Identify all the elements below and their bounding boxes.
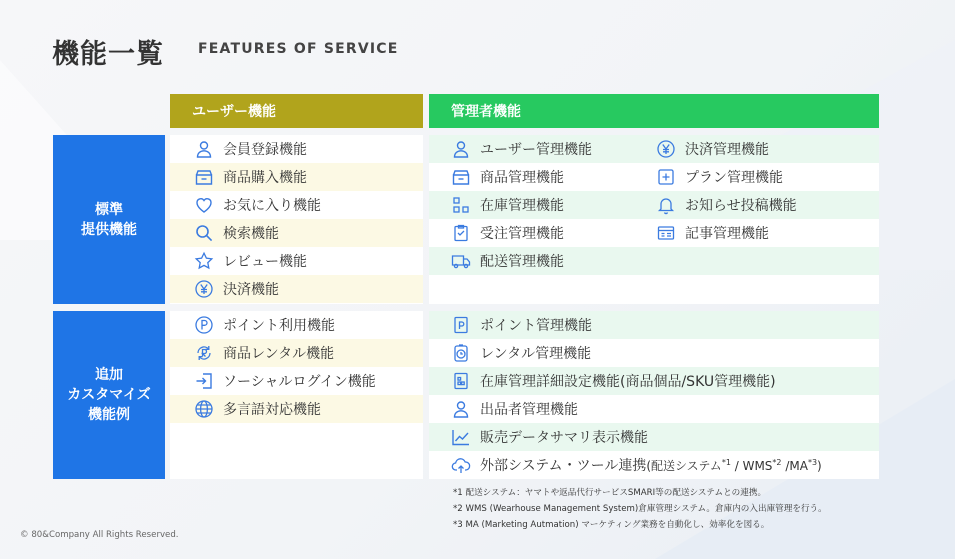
feature-item [656,191,797,219]
feature-label: 受注管理機能 [480,226,564,242]
feature-label: 記事管理機能 [685,226,769,242]
feature-item [194,311,335,339]
feature-item [194,163,307,191]
feature-item [451,163,564,191]
feature-item [451,219,564,247]
heart-icon [194,195,214,215]
feature-label: 多言語対応機能 [223,402,321,418]
person-icon [451,399,471,419]
globe-icon [194,399,214,419]
feature-item [194,367,376,395]
feature-item [194,339,334,367]
feature-label: プラン管理機能 [685,170,783,186]
page-subtitle: FEATURES OF SERVICE [198,41,399,57]
article-icon [656,223,676,243]
footnote: *1 配送システム：ヤマトや返品代行サービスSMARI等の配送システムとの連携。 [453,488,767,498]
rental-icon [194,343,214,363]
feature-item [194,247,307,275]
feature-label: レンタル管理機能 [480,346,592,362]
feature-label: 商品購入機能 [223,170,307,186]
truck-icon [451,251,471,271]
feature-label: ポイント利用機能 [223,318,335,334]
feature-item [194,219,279,247]
footnote: *3 MA (Marketing Autmation) マーケティング業務を自動化し、効率化を図る。 [453,520,770,530]
footnotes [453,485,827,533]
feature-item [194,395,321,423]
row-header-line: 標準 [95,201,123,218]
feature-item [451,191,564,219]
feature-label: 商品管理機能 [480,170,564,186]
page-title: 機能一覧 [52,39,164,70]
rental-clock-icon [451,343,471,363]
row-header-line: カスタマイズ [67,387,151,403]
login-icon [194,371,214,391]
feature-item [451,451,822,479]
yen-icon [194,279,214,299]
search-icon [194,223,214,243]
user-features-header: ユーザー機能 [170,94,423,128]
inventory-icon [451,195,471,215]
admin-features-header: 管理者機能 [429,94,879,128]
yen-icon [656,139,676,159]
custom-features-row-header [53,311,165,479]
chart-icon [451,427,471,447]
feature-item [451,339,591,367]
row-header-line: 追加 [95,367,123,383]
feature-label: お知らせ投稿機能 [685,198,797,214]
feature-label: ポイント管理機能 [480,318,592,334]
feature-label: 配送管理機能 [480,254,564,270]
feature-item [194,135,307,163]
feature-label: 在庫管理詳細設定機能(商品個品/SKU管理機能) [480,374,776,390]
row-header-line: 機能例 [88,407,130,423]
feature-item [194,191,321,219]
person-icon [451,139,471,159]
cloud-upload-icon [451,455,471,475]
copyright: © 80&Company All Rights Reserved. [20,530,179,540]
inventory-detail-icon [451,371,471,391]
standard-features-row-header [53,135,165,304]
feature-label: お気に入り機能 [223,198,321,214]
shop-icon [194,167,214,187]
feature-label: ユーザー管理機能 [480,142,592,158]
feature-label: 販売データサマリ表示機能 [480,430,648,446]
star-icon [194,251,214,271]
feature-note: (配送システム$^{*1}$ / WMS$^{*2}$ /MA$^{*3}$) [646,457,822,473]
plan-icon [656,167,676,187]
feature-label: 外部システム・ツール連携 [480,458,647,474]
feature-label: レビュー機能 [223,254,307,270]
bell-icon [656,195,676,215]
feature-item [451,311,592,339]
feature-label: 決済管理機能 [685,142,769,158]
user-standard-panel [170,135,423,304]
feature-item [656,163,783,191]
row-header-line: 提供機能 [81,221,137,238]
feature-label: 会員登録機能 [223,142,307,158]
feature-item [451,247,564,275]
admin-additional-panel [429,311,879,479]
point-icon [194,315,214,335]
person-icon [194,139,214,159]
feature-item [451,423,648,451]
feature-item [451,395,578,423]
footnote: *2 WMS (Wearhouse Management System)倉庫管理システム。倉庫内の入出庫管理を行う。 [453,504,827,514]
feature-item [656,135,769,163]
shop-icon [451,167,471,187]
feature-label: 在庫管理機能 [480,198,564,214]
feature-item [451,135,592,163]
clipboard-icon [451,223,471,243]
feature-item [451,367,776,395]
feature-label: 出品者管理機能 [480,402,578,418]
point-card-icon [451,315,471,335]
feature-label: 商品レンタル機能 [223,346,335,362]
feature-item [194,275,279,303]
user-additional-panel [170,311,423,479]
feature-label: 検索機能 [223,226,279,242]
admin-standard-panel [429,135,879,304]
feature-label: ソーシャルログイン機能 [223,374,376,390]
feature-label: 決済機能 [223,282,279,298]
feature-item [656,219,769,247]
